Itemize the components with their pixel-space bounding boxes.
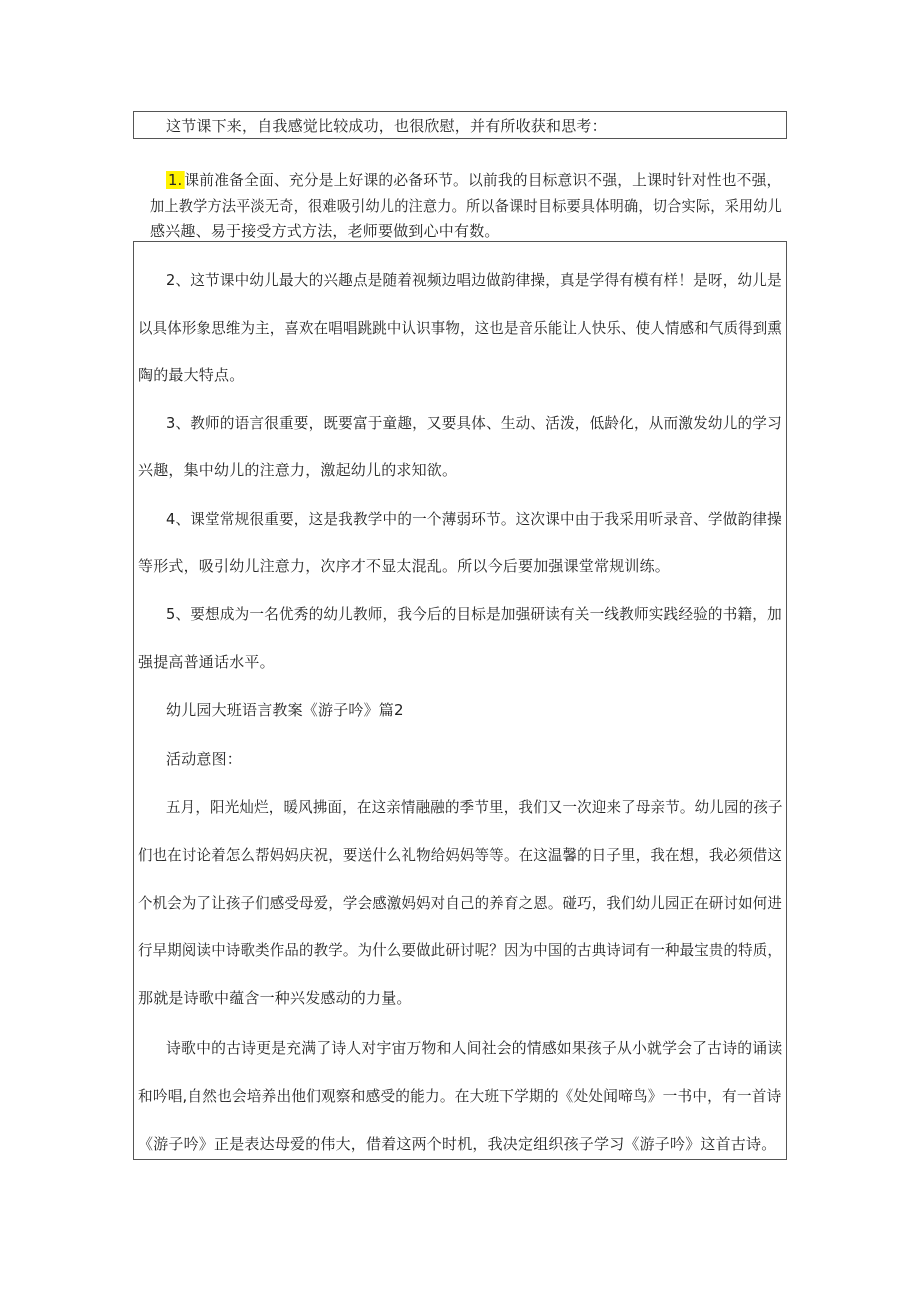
para2-line-2: 和吟唱,自然也会培养出他们观察和感受的能力。在大班下学期的《处处闻啼鸟》一书中，有一首诗 bbox=[138, 1087, 782, 1105]
point-4-line-1: 4、课堂常规很重要，这是我教学中的一个薄弱环节。这次课中由于我采用听录音、学做韵律操 bbox=[166, 510, 782, 528]
para1-line-4: 行早期阅读中诗歌类作品的教学。为什么要做此研讨呢？因为中国的古典诗词有一种最宝贵的特质， bbox=[138, 941, 783, 959]
point-2-line-3: 陶的最大特点。 bbox=[138, 366, 245, 384]
point-3-line-1: 3、教师的语言很重要，既要富于童趣，又要具体、生动、活泼，低龄化，从而激发幼儿的学习 bbox=[166, 414, 782, 432]
para2-line-3: 《游子吟》正是表达母爱的伟大，借着这两个时机，我决定组织孩子学习《游子吟》这首古诗。 bbox=[138, 1135, 777, 1153]
para2-line-1: 诗歌中的古诗更是充满了诗人对宇宙万物和人间社会的情感如果孩子从小就学会了古诗的诵读 bbox=[166, 1039, 783, 1057]
intro-text: 这节课下来，自我感觉比较成功，也很欣慰，并有所收获和思考： bbox=[166, 117, 607, 135]
subheading: 活动意图： bbox=[166, 750, 243, 768]
para1-line-5: 那就是诗歌中蕴含一种兴发感动的力量。 bbox=[138, 989, 412, 1007]
para1-line-1: 五月，阳光灿烂，暖风拂面，在这亲情融融的季节里，我们又一次迎来了母亲节。幼儿园的孩子 bbox=[166, 798, 783, 816]
section-title: 幼儿园大班语言教案《游子吟》篇2 bbox=[166, 701, 404, 719]
point-2-line-1: 2、这节课中幼儿最大的兴趣点是随着视频边唱边做韵律操，真是学得有模有样！是呀，幼儿是 bbox=[166, 271, 782, 289]
point-3-line-2: 兴趣，集中幼儿的注意力，激起幼儿的求知欲。 bbox=[138, 461, 458, 479]
para1-line-2: 们也在讨论着怎么帮妈妈庆祝，要送什么礼物给妈妈等等。在这温馨的日子里，我在想，我必须借这 bbox=[138, 846, 783, 864]
point-5-line-1: 5、要想成为一名优秀的幼儿教师，我今后的目标是加强研读有关一线教师实践经验的书籍，加 bbox=[166, 605, 782, 623]
point-2-line-2: 以具体形象思维为主，喜欢在唱唱跳跳中认识事物，这也是音乐能让人快乐、使人情感和气质得到熏 bbox=[138, 319, 783, 337]
point-5-line-2: 强提高普通话水平。 bbox=[138, 653, 275, 671]
point-1-line-3: 感兴趣、易于接受方式方法，老师要做到心中有数。 bbox=[150, 222, 500, 240]
point-1-line-1: 1. 课前准备全面、充分是上好课的必备环节。以前我的目标意识不强，上课时针对性也不强， bbox=[167, 171, 782, 189]
point-1-line-2: 加上教学方法平淡无奇，很难吸引幼儿的注意力。所以备课时目标要具体明确，切合实际，采用幼儿 bbox=[150, 197, 783, 215]
point-1-number: 1. bbox=[167, 171, 183, 189]
para1-line-3: 个机会为了让孩子们感受母爱，学会感激妈妈对自己的养育之恩。碰巧，我们幼儿园正在研讨如何进 bbox=[138, 894, 783, 912]
point-4-line-2: 等形式，吸引幼儿注意力，次序才不显太混乱。所以今后要加强课堂常规训练。 bbox=[138, 557, 671, 575]
